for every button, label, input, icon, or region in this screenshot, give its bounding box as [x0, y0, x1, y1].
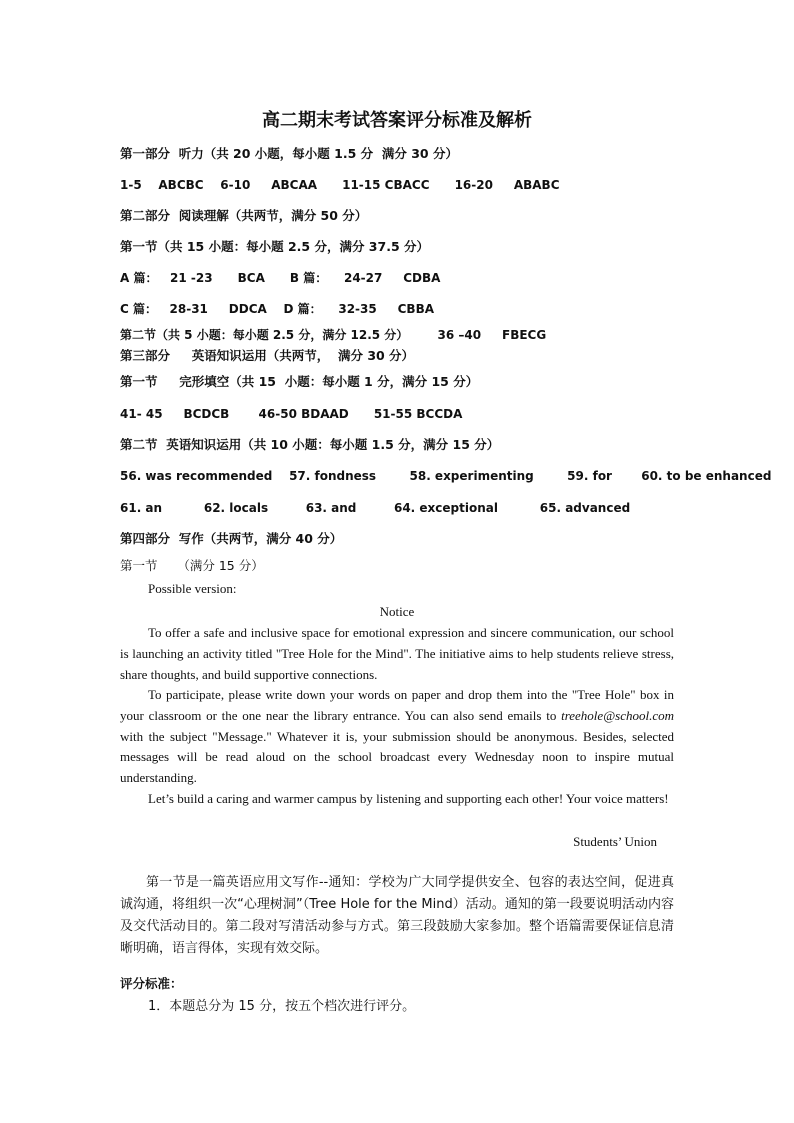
analysis-text: 第一节是一篇英语应用文写作--通知：学校为广大同学提供安全、包容的表达空间，促进真诚沟通，将组织一次“心理树洞”（Tree Hole for the Mind）活动。通知的第一段要说明活动内容及交代活动目的。第二段对写清活动参与方式。第三段鼓励大家参加。整个语篇需要保证信息清晰明确，语言得体，实现有效交际。	[120, 875, 674, 956]
notice-title: Notice	[379, 604, 415, 619]
part3-section2-heading: 第二节 英语知识运用（共 10 小题：每小题 1.5 分，满分 15 分）	[120, 437, 500, 452]
notice-paragraph-1-text: To offer a safe and inclusive space for emotional expression and sincere communication, our school is launching an activity titled "Tree Hole for the Mind". The initiative aims to help students relieve stress, share thoughts, and build supportive connections.	[120, 625, 674, 682]
notice-paragraph-2-text-a: To participate, please write down your words on paper and drop them into the "Tree Hole" box in your classroom or the one near the library entrance. You can also send emails to	[120, 687, 674, 723]
analysis-paragraph	[120, 872, 674, 960]
part3-section1-answers: 41- 45 BCDCB 46-50 BDAAD 51-55 BCCDA	[120, 407, 463, 421]
part3-section2-answers-row1: 56. was recommended 57. fondness 58. experimenting 59. for 60. to be enhanced	[120, 469, 772, 483]
part2-section1-heading: 第一节（共 15 小题：每小题 2.5 分，满分 37.5 分）	[120, 239, 429, 254]
part4-section1-heading: 第一节 （满分 15 分）	[120, 558, 264, 573]
part3-section1-heading: 第一节 完形填空（共 15 小题：每小题 1 分，满分 15 分）	[120, 374, 479, 389]
part1-answers: 1-5 ABCBC 6-10 ABCAA 11-15 CBACC 16-20 ABABC	[120, 178, 560, 192]
page-title: 高二期末考试答案评分标准及解析	[262, 110, 532, 131]
part2-section1-answers-cd: C 篇： 28-31 DDCA D 篇： 32-35 CBBA	[120, 302, 435, 316]
part2-section1-answers-ab: A 篇： 21 -23 BCA B 篇： 24-27 CDBA	[120, 271, 441, 285]
part1-heading: 第一部分 听力（共 20 小题，每小题 1.5 分 满分 30 分）	[120, 146, 458, 161]
criteria-item-1: 1．本题总分为 15 分，按五个档次进行评分。	[148, 999, 416, 1014]
notice-signature: Students’ Union	[573, 834, 657, 849]
part4-heading: 第四部分 写作（共两节，满分 40 分）	[120, 531, 343, 546]
part2-heading: 第二部分 阅读理解（共两节，满分 50 分）	[120, 208, 368, 223]
part3-section2-answers-row2: 61. an 62. locals 63. and 64. exceptional 65. advanced	[120, 501, 631, 515]
possible-version-label: Possible version:	[148, 581, 237, 596]
criteria-heading: 评分标准：	[120, 976, 183, 991]
notice-paragraph-1	[120, 623, 674, 685]
notice-paragraph-3-text: Let’s build a caring and warmer campus by listening and supporting each other! Your voice matters!	[148, 791, 669, 806]
notice-paragraph-2	[120, 685, 674, 789]
notice-paragraph-3	[120, 789, 674, 810]
part3-heading: 第三部分 英语知识运用（共两节， 满分 30 分）	[120, 348, 415, 363]
notice-email: treehole@school.com	[561, 707, 674, 723]
part2-section2-answers: 第二节（共 5 小题：每小题 2.5 分，满分 12.5 分） 36 –40 FBECG	[120, 328, 547, 342]
notice-paragraph-2-text-b: with the subject "Message." Whatever it is, your submission should be anonymous. Besides, selected messages will be read aloud on the school broadcast every Wednesday noon to inspire mutual understanding.	[120, 728, 674, 786]
